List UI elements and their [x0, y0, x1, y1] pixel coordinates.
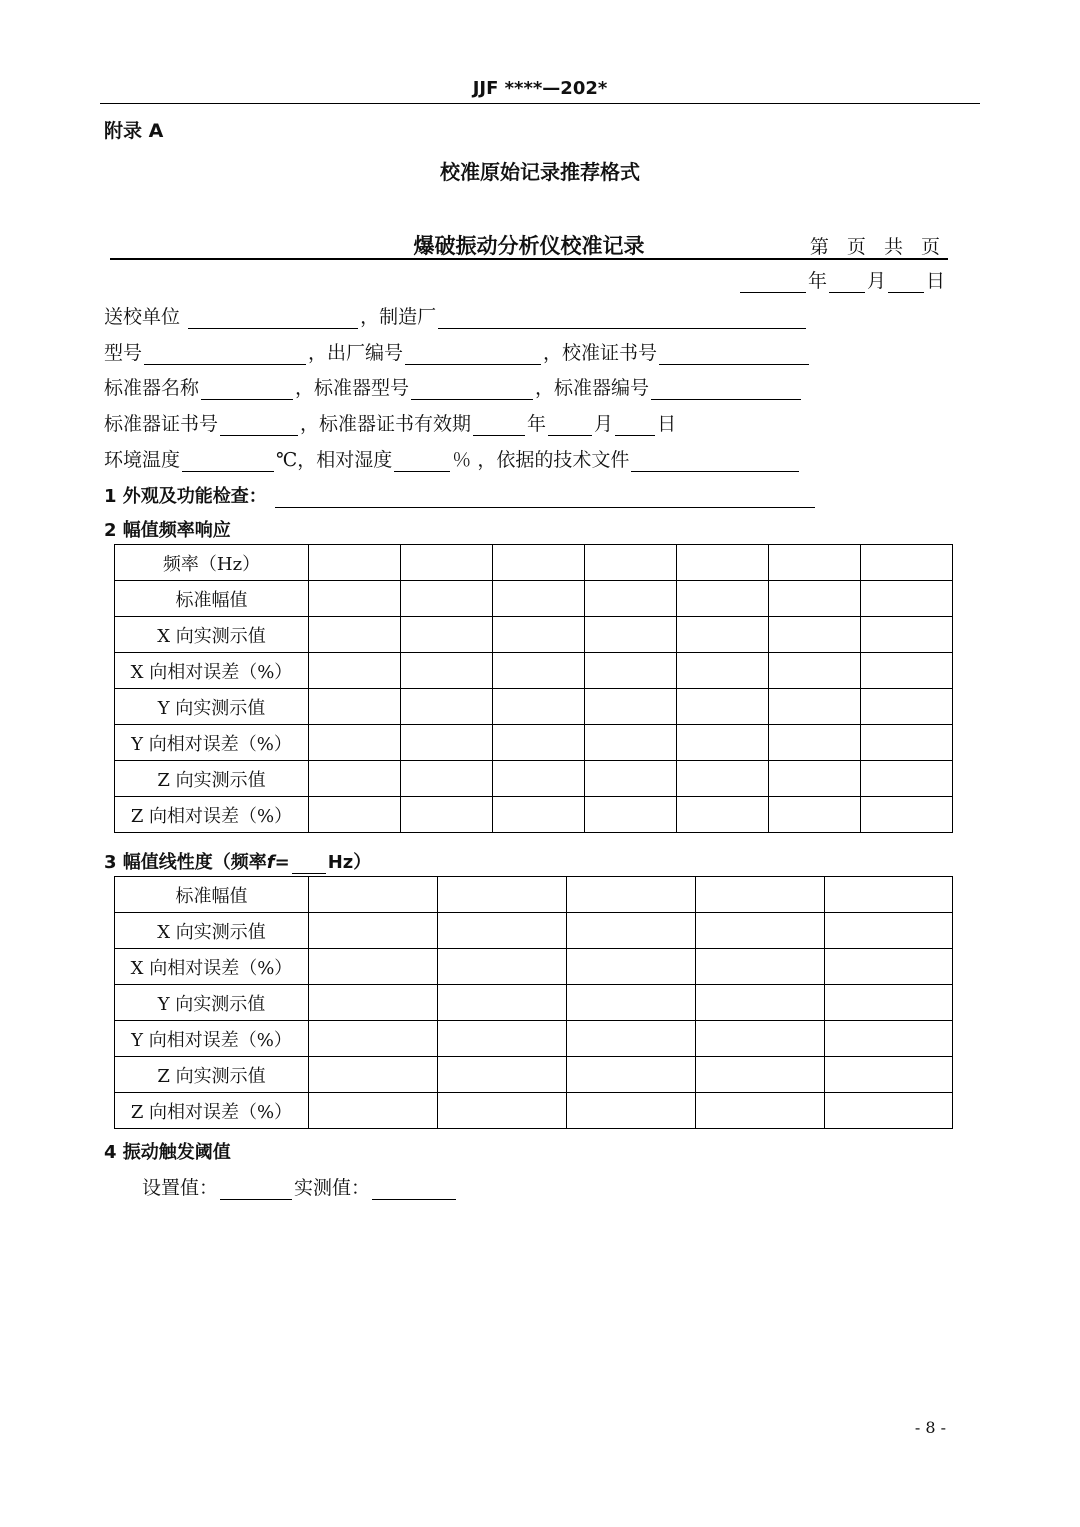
table-cell[interactable]: [309, 617, 401, 653]
table-cell[interactable]: [769, 797, 861, 833]
table-row: [115, 653, 953, 689]
table-cell[interactable]: [825, 1021, 953, 1057]
table-cell[interactable]: [493, 689, 585, 725]
table-cell[interactable]: [585, 617, 677, 653]
date-line: [738, 266, 945, 293]
table-cell[interactable]: [677, 581, 769, 617]
cert-label: ，校准证书号: [543, 342, 658, 364]
table-cell[interactable]: [769, 761, 861, 797]
table-cell[interactable]: [567, 877, 696, 913]
std-cert-blank[interactable]: [220, 415, 298, 436]
section-3-title: [104, 848, 371, 874]
serial-label: ，出厂编号: [308, 342, 404, 364]
row-header: Z 向实测示值: [115, 1057, 309, 1093]
table-cell[interactable]: [493, 581, 585, 617]
appendix-label: 附录 A: [104, 120, 164, 142]
row-header: Y 向实测示值: [115, 689, 309, 725]
table-row: [115, 1021, 953, 1057]
table-cell[interactable]: [401, 689, 493, 725]
table-cell[interactable]: [309, 725, 401, 761]
table-cell[interactable]: [677, 725, 769, 761]
humidity-blank[interactable]: [394, 451, 450, 472]
send-unit-label: 送校单位: [104, 306, 181, 328]
table-cell[interactable]: [401, 617, 493, 653]
table-cell[interactable]: [493, 617, 585, 653]
table-cell[interactable]: [309, 797, 401, 833]
humidity-label: ℃，相对湿度: [276, 449, 393, 471]
table-row: [115, 797, 953, 833]
table-cell[interactable]: [309, 877, 438, 913]
table-cell[interactable]: [696, 877, 825, 913]
section-3-eq: =: [274, 852, 290, 873]
table-row: [115, 877, 953, 913]
set-value-label: 设置值：: [142, 1177, 219, 1199]
table-row: [115, 581, 953, 617]
table-cell[interactable]: [438, 1057, 567, 1093]
table-row: [115, 689, 953, 725]
table-cell[interactable]: [585, 689, 677, 725]
valid-month-blank[interactable]: [548, 415, 592, 436]
row-header: X 向实测示值: [115, 913, 309, 949]
page-number: - 8 -: [914, 1418, 946, 1437]
table-cell[interactable]: [567, 1093, 696, 1129]
section-1-title: [104, 482, 817, 508]
env-temp-label: 环境温度: [104, 449, 181, 471]
table-cell[interactable]: [861, 761, 953, 797]
table-cell[interactable]: [825, 1093, 953, 1129]
table-cell[interactable]: [696, 1021, 825, 1057]
row-header: 频率（Hz）: [115, 545, 309, 581]
std-cert-label: 标准器证书号: [104, 413, 219, 435]
row-header: Y 向实测示值: [115, 985, 309, 1021]
table-cell[interactable]: [401, 797, 493, 833]
field-line-environment: [104, 445, 801, 472]
table-cell[interactable]: [677, 761, 769, 797]
table-row: [115, 761, 953, 797]
std-name-label: 标准器名称: [104, 377, 200, 399]
table-cell[interactable]: [696, 985, 825, 1021]
table-row: [115, 985, 953, 1021]
row-header: X 向相对误差（%）: [115, 653, 309, 689]
table-cell[interactable]: [677, 653, 769, 689]
page-info: 第 页 共 页: [809, 236, 946, 258]
date-day-label: 日: [926, 270, 946, 292]
table-cell[interactable]: [309, 1057, 438, 1093]
table-cell[interactable]: [567, 913, 696, 949]
section-3-f: f: [266, 852, 275, 873]
section-4-title: 4 振动触发阈值: [104, 1142, 231, 1163]
serial-blank[interactable]: [405, 344, 541, 365]
table-cell[interactable]: [438, 985, 567, 1021]
row-header: Z 向相对误差（%）: [115, 1093, 309, 1129]
section-3-prefix: 3 幅值线性度（频率: [104, 852, 267, 873]
table-cell[interactable]: [861, 689, 953, 725]
record-title: 爆破振动分析仪校准记录: [413, 234, 645, 258]
table-cell[interactable]: [309, 1093, 438, 1129]
table-cell[interactable]: [493, 797, 585, 833]
table-cell[interactable]: [769, 545, 861, 581]
date-month-label: 月: [867, 270, 887, 292]
table-cell[interactable]: [677, 617, 769, 653]
table-cell[interactable]: [438, 1093, 567, 1129]
table-cell[interactable]: [401, 581, 493, 617]
valid-year-blank[interactable]: [473, 415, 525, 436]
env-temp-blank[interactable]: [182, 451, 274, 472]
manufacturer-blank[interactable]: [438, 308, 806, 329]
table-cell[interactable]: [567, 985, 696, 1021]
section-2-title: 2 幅值频率响应: [104, 520, 231, 541]
model-blank[interactable]: [144, 344, 306, 365]
table-cell[interactable]: [493, 545, 585, 581]
table-cell[interactable]: [438, 877, 567, 913]
linearity-table: [114, 876, 953, 1129]
field-line-std-cert: [104, 409, 676, 436]
table-cell[interactable]: [567, 1057, 696, 1093]
table-cell[interactable]: [585, 797, 677, 833]
table-cell[interactable]: [585, 653, 677, 689]
table-row: [115, 949, 953, 985]
table-cell[interactable]: [438, 1021, 567, 1057]
table-cell[interactable]: [677, 689, 769, 725]
year-blank[interactable]: [740, 272, 806, 293]
table-cell[interactable]: [309, 949, 438, 985]
table-cell[interactable]: [696, 1057, 825, 1093]
table-cell[interactable]: [825, 949, 953, 985]
table-row: [115, 545, 953, 581]
record-title-rule: [110, 258, 948, 260]
table-cell[interactable]: [696, 913, 825, 949]
month-blank[interactable]: [829, 272, 865, 293]
table-cell[interactable]: [861, 617, 953, 653]
table-cell[interactable]: [438, 913, 567, 949]
table-cell[interactable]: [677, 545, 769, 581]
section-3-suffix: Hz）: [327, 852, 372, 873]
table-cell[interactable]: [585, 581, 677, 617]
table-cell[interactable]: [585, 545, 677, 581]
send-unit-blank[interactable]: [188, 308, 358, 329]
row-header: X 向实测示值: [115, 617, 309, 653]
std-model-blank[interactable]: [411, 379, 533, 400]
field-line-client: [104, 302, 808, 329]
manufacturer-label: ，制造厂: [360, 306, 437, 328]
std-no-label: ，标准器编号: [535, 377, 650, 399]
field-line-model: [104, 338, 811, 365]
valid-year-label: 年: [527, 413, 547, 435]
row-header: Y 向相对误差（%）: [115, 725, 309, 761]
row-header: 标准幅值: [115, 581, 309, 617]
table-row: [115, 617, 953, 653]
section-1-label: 1 外观及功能检查：: [104, 486, 267, 507]
measured-value-blank[interactable]: [372, 1179, 456, 1200]
table-cell[interactable]: [567, 949, 696, 985]
table-cell[interactable]: [309, 689, 401, 725]
table-cell[interactable]: [769, 653, 861, 689]
table-row: [115, 913, 953, 949]
std-model-label: ，标准器型号: [295, 377, 410, 399]
table-cell[interactable]: [585, 761, 677, 797]
table-cell[interactable]: [825, 877, 953, 913]
table-cell[interactable]: [567, 1021, 696, 1057]
std-cert-valid-label: ，标准器证书有效期: [300, 413, 472, 435]
table-cell[interactable]: [309, 581, 401, 617]
table-cell[interactable]: [309, 985, 438, 1021]
std-name-blank[interactable]: [201, 379, 293, 400]
row-header: X 向相对误差（%）: [115, 949, 309, 985]
tech-doc-label: ％ ，依据的技术文件: [452, 449, 630, 471]
table-cell[interactable]: [438, 949, 567, 985]
table-cell[interactable]: [861, 581, 953, 617]
tech-doc-blank[interactable]: [631, 451, 799, 472]
table-cell[interactable]: [696, 949, 825, 985]
document-code: JJF ****—202*: [472, 78, 608, 99]
table-cell[interactable]: [769, 617, 861, 653]
table-row: [115, 1093, 953, 1129]
frequency-response-table: [114, 544, 953, 833]
table-cell[interactable]: [493, 653, 585, 689]
valid-day-label: 日: [657, 413, 677, 435]
model-label: 型号: [104, 342, 143, 364]
linearity-frequency-blank[interactable]: [292, 855, 326, 874]
table-cell[interactable]: [696, 1093, 825, 1129]
appearance-blank[interactable]: [275, 489, 815, 508]
table-cell[interactable]: [769, 581, 861, 617]
table-row: [115, 725, 953, 761]
set-value-blank[interactable]: [220, 1179, 292, 1200]
table-cell[interactable]: [493, 725, 585, 761]
day-blank[interactable]: [888, 272, 924, 293]
measured-value-label: 实测值：: [294, 1177, 371, 1199]
row-header: Z 向相对误差（%）: [115, 797, 309, 833]
row-header: 标准幅值: [115, 877, 309, 913]
header-rule: [100, 103, 980, 104]
table-cell[interactable]: [825, 1057, 953, 1093]
table-cell[interactable]: [401, 725, 493, 761]
table-cell[interactable]: [309, 653, 401, 689]
date-year-label: 年: [808, 270, 828, 292]
field-line-standard: [104, 373, 803, 400]
table-cell[interactable]: [769, 725, 861, 761]
table-cell[interactable]: [401, 761, 493, 797]
table-cell[interactable]: [585, 725, 677, 761]
table-row: [115, 1057, 953, 1093]
table-cell[interactable]: [861, 725, 953, 761]
row-header: Z 向实测示值: [115, 761, 309, 797]
valid-day-blank[interactable]: [615, 415, 655, 436]
trigger-line: [142, 1173, 458, 1200]
table-cell[interactable]: [861, 545, 953, 581]
table-cell[interactable]: [769, 689, 861, 725]
table-cell[interactable]: [401, 545, 493, 581]
table-cell[interactable]: [493, 761, 585, 797]
table-cell[interactable]: [309, 1021, 438, 1057]
document-title: 校准原始记录推荐格式: [440, 160, 640, 184]
row-header: Y 向相对误差（%）: [115, 1021, 309, 1057]
cert-blank[interactable]: [659, 344, 809, 365]
table-cell[interactable]: [825, 985, 953, 1021]
table-cell[interactable]: [309, 761, 401, 797]
table-cell[interactable]: [309, 545, 401, 581]
valid-month-label: 月: [594, 413, 614, 435]
table-cell[interactable]: [309, 913, 438, 949]
table-cell[interactable]: [825, 913, 953, 949]
std-no-blank[interactable]: [651, 379, 801, 400]
table-cell[interactable]: [861, 653, 953, 689]
table-cell[interactable]: [401, 653, 493, 689]
table-cell[interactable]: [861, 797, 953, 833]
table-cell[interactable]: [677, 797, 769, 833]
